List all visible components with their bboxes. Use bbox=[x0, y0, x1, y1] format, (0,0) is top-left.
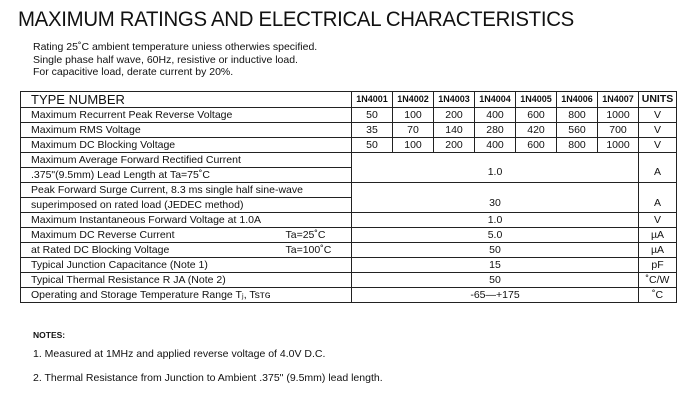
param-unit: ˚C bbox=[639, 288, 677, 303]
table-row bbox=[21, 123, 677, 138]
param-unit: pF bbox=[639, 258, 677, 273]
param-value: 50 bbox=[352, 243, 639, 258]
note-item: 2. Thermal Resistance from Junction to Ambient .375" (9.5mm) lead length. bbox=[33, 372, 383, 384]
param-value: 200 bbox=[434, 138, 475, 153]
param-value: 140 bbox=[434, 123, 475, 138]
param-value: 1000 bbox=[598, 138, 639, 153]
intro-text bbox=[33, 41, 317, 79]
param-unit: V bbox=[639, 138, 677, 153]
type-header: 1N4006 bbox=[557, 92, 598, 108]
intro-line: Rating 25˚C ambient temperature uniess otherwies specified. bbox=[33, 41, 318, 53]
param-unit: A bbox=[639, 183, 677, 213]
param-value: 1.0 bbox=[352, 213, 639, 228]
type-header: 1N4004 bbox=[475, 92, 516, 108]
param-value: 100 bbox=[393, 138, 434, 153]
param-label: Peak Forward Surge Current, 8.3 ms single half sine-wave bbox=[21, 183, 352, 198]
param-unit: V bbox=[639, 123, 677, 138]
param-value: 800 bbox=[557, 138, 598, 153]
param-label: Typical Thermal Resistance R JA (Note 2) bbox=[21, 273, 352, 288]
ratings-table bbox=[20, 91, 677, 303]
table-row bbox=[21, 243, 677, 258]
table-row bbox=[21, 228, 677, 243]
param-label: superimposed on rated load (JEDEC method) bbox=[21, 198, 352, 213]
param-value: 100 bbox=[393, 108, 434, 123]
table-header-row bbox=[21, 92, 677, 108]
type-header: 1N4002 bbox=[393, 92, 434, 108]
param-label bbox=[21, 243, 352, 258]
type-number-header: TYPE NUMBER bbox=[21, 92, 352, 108]
type-header: 1N4001 bbox=[352, 92, 393, 108]
table-row bbox=[21, 273, 677, 288]
param-value: 200 bbox=[434, 108, 475, 123]
table-row bbox=[21, 108, 677, 123]
param-unit: ˚C/W bbox=[639, 273, 677, 288]
param-value: 50 bbox=[352, 138, 393, 153]
param-label-text: at Rated DC Blocking Voltage bbox=[31, 244, 170, 256]
table-row bbox=[21, 183, 677, 198]
table-row bbox=[21, 153, 677, 168]
param-value: 280 bbox=[475, 123, 516, 138]
intro-line: Single phase half wave, 60Hz, resistive or inductive load. bbox=[33, 53, 298, 66]
param-value: -65—+175 bbox=[352, 288, 639, 303]
param-value: 70 bbox=[393, 123, 434, 138]
param-unit: A bbox=[639, 153, 677, 183]
condition-label: Ta=100˚C bbox=[285, 244, 332, 256]
param-label: Typical Junction Capacitance (Note 1) bbox=[21, 258, 352, 273]
param-value: 400 bbox=[475, 138, 516, 153]
param-label: Maximum DC Blocking Voltage bbox=[21, 138, 352, 153]
param-label: Maximum RMS Voltage bbox=[21, 123, 352, 138]
type-header: 1N4005 bbox=[516, 92, 557, 108]
table-row bbox=[21, 288, 677, 303]
condition-label: Ta=25˚C bbox=[285, 228, 326, 241]
param-label: Operating and Storage Temperature Range Tⱼ, Tsᴛɢ bbox=[21, 288, 352, 303]
param-value: 50 bbox=[352, 273, 639, 288]
param-value: 5.0 bbox=[352, 228, 639, 243]
param-value: 30 bbox=[352, 183, 639, 213]
table-row bbox=[21, 258, 677, 273]
note-item: 1. Measured at 1MHz and applied reverse voltage of 4.0V D.C. bbox=[33, 348, 326, 360]
param-value: 1000 bbox=[598, 108, 639, 123]
param-value: 560 bbox=[557, 123, 598, 138]
page-title: MAXIMUM RATINGS AND ELECTRICAL CHARACTERISTICS bbox=[18, 8, 574, 31]
param-label-text: Maximum DC Reverse Current bbox=[31, 228, 175, 241]
units-header: UNITS bbox=[639, 92, 677, 108]
param-unit: V bbox=[639, 213, 677, 228]
param-value: 15 bbox=[352, 258, 639, 273]
param-value: 600 bbox=[516, 108, 557, 123]
param-value: 50 bbox=[352, 108, 393, 123]
param-value: 700 bbox=[598, 123, 639, 138]
param-value: 400 bbox=[475, 108, 516, 123]
param-label bbox=[21, 228, 352, 243]
param-label: Maximum Instantaneous Forward Voltage at 1.0A bbox=[21, 213, 352, 228]
param-value: 600 bbox=[516, 138, 557, 153]
table-row bbox=[21, 138, 677, 153]
type-header: 1N4003 bbox=[434, 92, 475, 108]
param-value: 800 bbox=[557, 108, 598, 123]
param-label: .375"(9.5mm) Lead Length at Ta=75˚C bbox=[21, 168, 352, 183]
param-unit: V bbox=[639, 108, 677, 123]
param-value: 420 bbox=[516, 123, 557, 138]
param-value: 35 bbox=[352, 123, 393, 138]
param-label: Maximum Average Forward Rectified Current bbox=[21, 153, 352, 168]
intro-line: For capacitive load, derate current by 20%. bbox=[33, 66, 234, 78]
param-unit: µA bbox=[639, 243, 677, 258]
table-row bbox=[21, 213, 677, 228]
notes-heading: NOTES: bbox=[33, 330, 66, 340]
param-value: 1.0 bbox=[352, 153, 639, 183]
type-header: 1N4007 bbox=[598, 92, 639, 108]
param-label: Maximum Recurrent Peak Reverse Voltage bbox=[21, 108, 352, 123]
param-unit: µA bbox=[639, 228, 677, 243]
